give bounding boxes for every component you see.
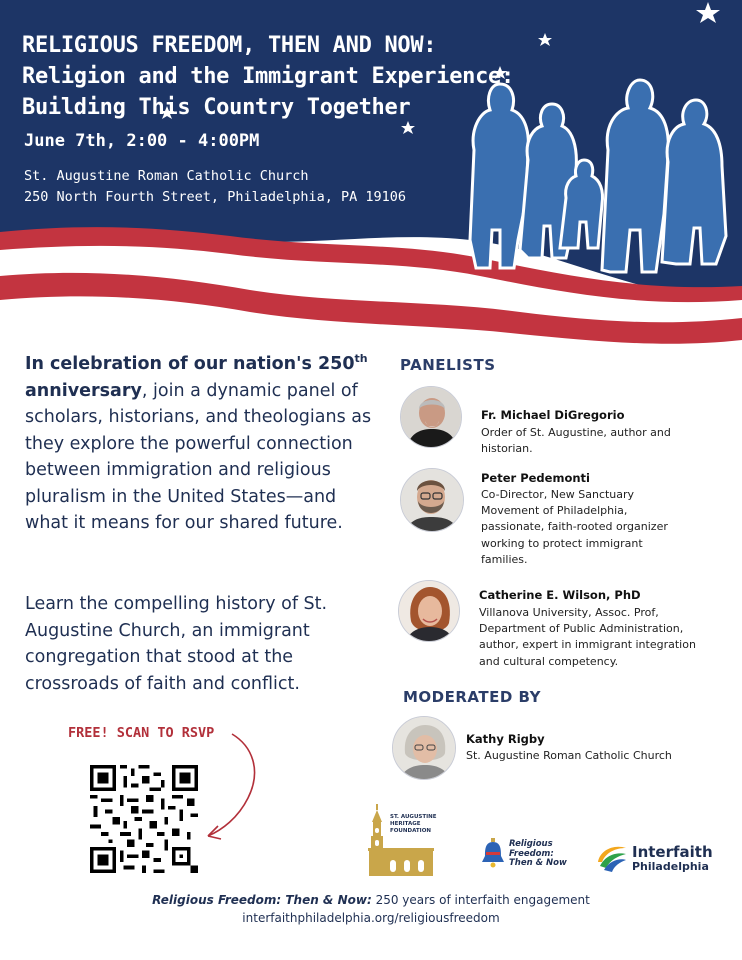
history-paragraph: Learn the compelling history of St. Augustine Church, an immigrant congregation that stood at the crossroads of faith and conflict. — [25, 594, 328, 694]
panelist-name: Fr. Michael DiGregorio — [481, 408, 625, 422]
footer-tagline-rest: 250 years of interfaith engagement — [371, 893, 590, 907]
avatar-catherine-wilson — [398, 580, 460, 642]
panelist-desc: Villanova University, Assoc. Prof, Department of Public Administration, author, expert in immigrant integration and cultural competency. — [479, 606, 696, 668]
portrait-icon — [399, 581, 460, 642]
avatar-michael-digregorio — [400, 386, 462, 448]
curved-arrow-icon — [200, 726, 270, 846]
interfaith-philadelphia-logo — [596, 842, 713, 876]
event-venue — [24, 166, 406, 208]
interfaith-swirl-icon — [596, 842, 628, 872]
footer-tagline — [0, 893, 742, 907]
panelists-heading: PANELISTS — [400, 356, 496, 374]
logo-text-line: HERITAGE — [390, 821, 421, 827]
header-banner — [0, 0, 742, 360]
st-augustine-heritage-foundation-logo — [368, 804, 440, 882]
liberty-bell-icon — [481, 838, 505, 868]
venue-name: St. Augustine Roman Catholic Church — [24, 168, 309, 184]
religious-freedom-logo — [481, 838, 567, 872]
rsvp-label: FREE! SCAN TO RSVP — [68, 725, 215, 741]
panelist-desc: Order of St. Augustine, author and historian. — [481, 426, 671, 456]
interfaith-logo-text — [632, 844, 713, 873]
portrait-icon — [401, 387, 462, 448]
logo-text-line: Religious — [509, 839, 553, 849]
logo-text-line: Then & Now — [509, 858, 567, 868]
intro-sup: th — [354, 352, 368, 366]
religious-freedom-logo-text — [509, 840, 567, 869]
intro-body: , join a dynamic panel of scholars, historians, and theologians as they explore the powerful connection between immigration and religious pluralism in the United States—and what it means for our shared future. — [25, 380, 372, 533]
st-augustine-logo-text — [390, 814, 437, 835]
intro-lead-text: In celebration of our nation's 250 — [25, 354, 355, 374]
logo-text-line: Freedom: — [509, 848, 554, 859]
avatar-peter-pedemonti — [400, 468, 464, 532]
panelist-name: Peter Pedemonti — [481, 471, 590, 485]
rsvp-qr-code[interactable] — [90, 765, 198, 873]
portrait-icon — [401, 469, 464, 532]
logo-text-line: FOUNDATION — [390, 828, 431, 834]
avatar-kathy-rigby — [392, 716, 456, 780]
panelist-desc: Co-Director, New Sanctuary Movement of Philadelphia, passionate, faith-rooted organizer working to protect immigrant families. — [481, 488, 668, 566]
panelist-name: Catherine E. Wilson, PhD — [479, 588, 641, 602]
logo-text-line: ST. AUGUSTINE — [390, 814, 437, 820]
portrait-icon — [393, 717, 456, 780]
footer-url[interactable]: interfaithphiladelphia.org/religiousfreedom — [242, 911, 500, 925]
moderator-desc: St. Augustine Roman Catholic Church — [466, 749, 672, 762]
event-date: June 7th, 2:00 - 4:00PM — [24, 131, 260, 151]
title-line-3: Building This Country Together — [22, 95, 411, 120]
moderator-heading: MODERATED BY — [403, 688, 541, 706]
intro-lead-anniversary: anniversary — [25, 380, 142, 401]
logo-text-line: Philadelphia — [632, 860, 709, 873]
venue-address: 250 North Fourth Street, Philadelphia, PA 19106 — [24, 189, 407, 205]
moderator-name: Kathy Rigby — [466, 732, 545, 746]
logo-text-line: Interfaith — [632, 843, 713, 861]
footer-tagline-italic: Religious Freedom: Then & Now: — [152, 893, 372, 907]
title-line-1: RELIGIOUS FREEDOM, THEN AND NOW: — [22, 33, 437, 58]
event-title — [22, 30, 582, 123]
intro-paragraph — [25, 351, 375, 537]
title-line-2: Religion and the Immigrant Experience: — [22, 64, 514, 89]
